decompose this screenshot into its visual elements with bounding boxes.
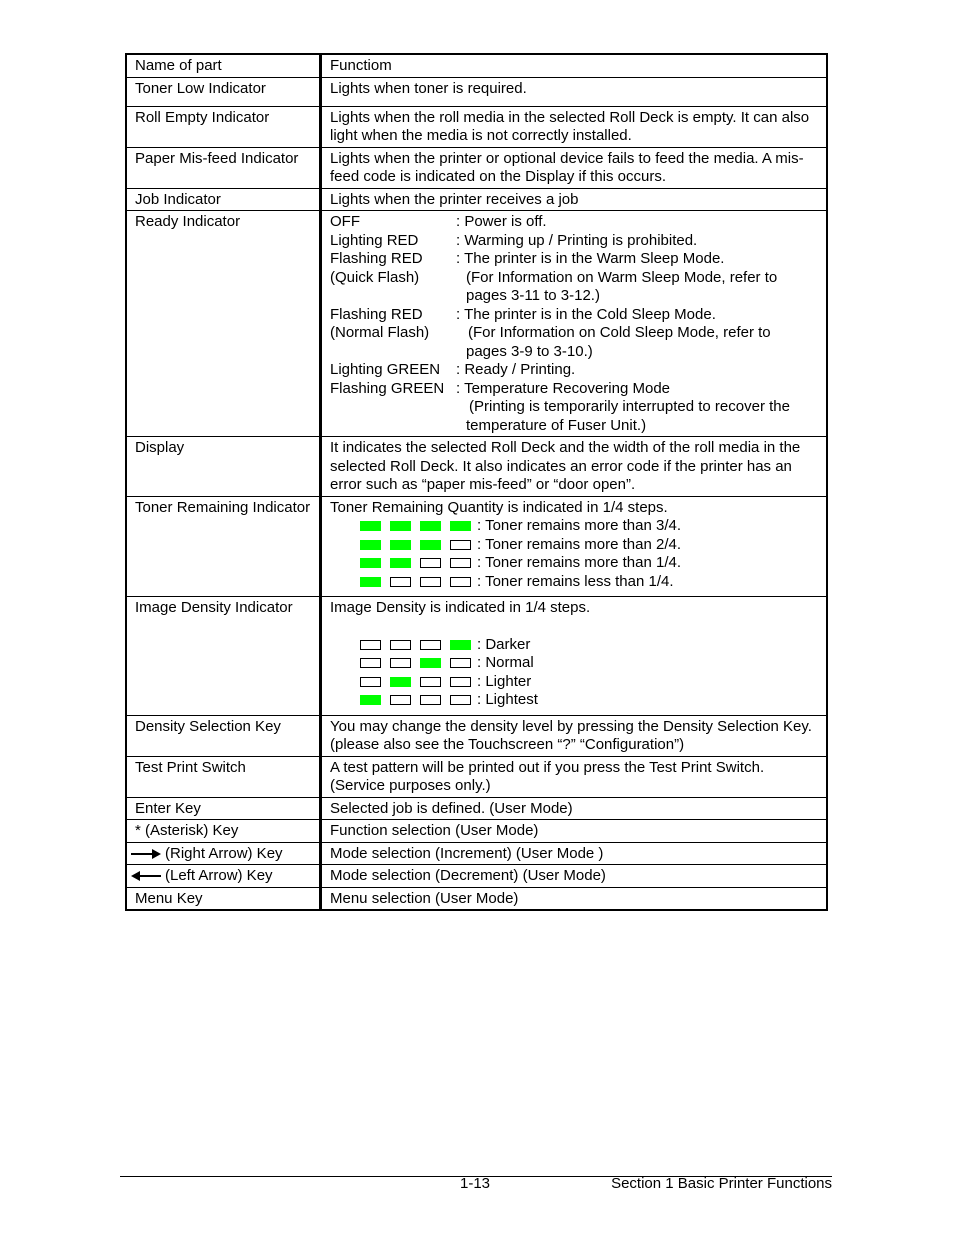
part-name: Test Print Switch [126, 756, 321, 797]
density-intro: Image Density is indicated in 1/4 steps. [330, 599, 591, 616]
part-function: Lights when toner is required. [321, 77, 828, 106]
table-row [126, 842, 827, 865]
table-row [126, 865, 827, 888]
indicator-lit-box [360, 695, 381, 705]
toner-level-row [330, 573, 818, 592]
indicator-unlit-box [360, 640, 381, 650]
indicator-unlit-box [450, 540, 471, 550]
density-level-row [330, 673, 818, 692]
table-row [126, 597, 827, 716]
indicator-unlit-box [390, 577, 411, 587]
table-row [126, 106, 827, 147]
state-desc: : The printer is in the Cold Sleep Mode. [456, 305, 716, 323]
table-header-row [126, 54, 827, 77]
toner-level-row [330, 554, 818, 573]
density-indicator-boxes [360, 677, 477, 687]
indicator-unlit-box [450, 558, 471, 568]
state-label: Lighting RED [330, 231, 419, 249]
density-level-text: : Lightest [477, 691, 538, 708]
indicator-unlit-box [390, 658, 411, 668]
density-indicator-boxes [360, 640, 477, 650]
density-level-text: : Lighter [477, 672, 532, 690]
toner-level-text: : Toner remains less than 1/4. [477, 572, 674, 590]
part-function: It indicates the selected Roll Deck and the width of the roll media in the selected Roll Deck. It also indicates an error code if the printer has an error such as “paper mis-feed” or “door open”. [321, 437, 828, 497]
indicator-lit-box [450, 521, 471, 531]
indicator-unlit-box [450, 658, 471, 668]
part-name: Display [126, 437, 321, 497]
density-indicator-boxes [360, 695, 477, 705]
table-row [126, 147, 827, 188]
indicator-lit-box [450, 640, 471, 650]
indicator-unlit-box [450, 577, 471, 587]
indicator-unlit-box [360, 677, 381, 687]
part-name: Enter Key [126, 797, 321, 820]
state-desc: : Power is off. [456, 213, 547, 230]
left-arrow-label: (Left Arrow) Key [165, 867, 273, 884]
part-name: Roll Empty Indicator [126, 106, 321, 147]
state-label: Flashing RED [330, 250, 423, 267]
table-row [126, 77, 827, 106]
state-desc: pages 3-11 to 3-12.) [466, 287, 600, 304]
indicator-lit-box [360, 558, 381, 568]
table-row [126, 887, 827, 910]
part-function: Lights when the printer receives a job [321, 188, 828, 211]
density-indicator-boxes [360, 658, 477, 668]
table-row [126, 715, 827, 756]
indicator-lit-box [390, 677, 411, 687]
toner-intro: Toner Remaining Quantity is indicated in 1/4 steps. [330, 498, 668, 516]
state-desc: pages 3-9 to 3-10.) [466, 342, 593, 360]
part-name: * (Asterisk) Key [126, 820, 321, 843]
right-arrow-label: (Right Arrow) Key [165, 844, 283, 862]
indicator-lit-box [390, 540, 411, 550]
part-function: Lights when the roll media in the selected Roll Deck is empty. It can also light when the media is not correctly installed. [321, 106, 828, 147]
toner-indicator-boxes [360, 577, 477, 587]
page-number: 1-13 [460, 1175, 491, 1192]
density-level-text: : Normal [477, 654, 534, 671]
state-desc: (Printing is temporarily interrupted to recover the [469, 398, 790, 415]
part-name: Toner Low Indicator [126, 77, 321, 106]
indicator-unlit-box [420, 558, 441, 568]
part-function: Lights when the printer or optional device fails to feed the media. A mis-feed code is indicated on the Display if this occurs. [321, 147, 828, 188]
part-name: Job Indicator [126, 188, 321, 211]
state-desc: temperature of Fuser Unit.) [466, 416, 647, 434]
indicator-unlit-box [360, 658, 381, 668]
part-name [126, 842, 321, 865]
state-desc: : Warming up / Printing is prohibited. [456, 231, 698, 249]
indicator-lit-box [360, 540, 381, 550]
density-levels [330, 636, 818, 710]
density-level-row [330, 654, 818, 673]
part-name: Toner Remaining Indicator [126, 496, 321, 597]
indicator-unlit-box [390, 695, 411, 705]
toner-indicator-boxes [360, 540, 477, 550]
toner-indicator-boxes [360, 558, 477, 568]
indicator-lit-box [360, 577, 381, 587]
section-title: Section 1 Basic Printer Functions [611, 1175, 832, 1192]
indicator-lit-box [390, 558, 411, 568]
part-function: Selected job is defined. (User Mode) [321, 797, 828, 820]
state-label: OFF [330, 213, 360, 230]
image-density-cell [321, 597, 828, 716]
density-level-row [330, 691, 818, 710]
table-row [126, 756, 827, 797]
state-desc: : The printer is in the Warm Sleep Mode. [456, 250, 725, 267]
part-name: Ready Indicator [126, 211, 321, 437]
header-function: Functiom [321, 54, 828, 77]
ready-states [321, 211, 828, 437]
toner-level-text: : Toner remains more than 3/4. [477, 517, 681, 534]
indicator-unlit-box [450, 677, 471, 687]
state-label: Flashing RED [330, 305, 423, 323]
table-row [126, 797, 827, 820]
state-label: (Quick Flash) [330, 268, 420, 286]
right-arrow-icon [131, 849, 161, 859]
indicator-unlit-box [420, 677, 441, 687]
part-function: Function selection (User Mode) [321, 820, 828, 843]
indicator-lit-box [360, 521, 381, 531]
part-function: A test pattern will be printed out if you press the Test Print Switch. (Service purposes only.) [321, 756, 828, 797]
state-desc: (For Information on Warm Sleep Mode, refer to [466, 268, 778, 286]
density-level-text: : Darker [477, 635, 531, 653]
table-row [126, 496, 827, 597]
table-row [126, 188, 827, 211]
left-arrow-icon [131, 871, 161, 881]
state-desc: : Temperature Recovering Mode [456, 379, 670, 397]
indicator-lit-box [420, 658, 441, 668]
header-part: Name of part [126, 54, 321, 77]
state-desc: : Ready / Printing. [456, 361, 576, 378]
part-name: Density Selection Key [126, 715, 321, 756]
state-label: Flashing GREEN [330, 379, 445, 397]
toner-levels [330, 517, 818, 591]
indicator-unlit-box [420, 577, 441, 587]
toner-level-row [330, 536, 818, 555]
state-label: Lighting GREEN [330, 361, 441, 378]
toner-level-row [330, 517, 818, 536]
toner-level-text: : Toner remains more than 1/4. [477, 554, 681, 571]
part-name [126, 865, 321, 888]
part-name: Menu Key [126, 887, 321, 910]
part-name: Paper Mis-feed Indicator [126, 147, 321, 188]
indicator-unlit-box [420, 695, 441, 705]
indicator-unlit-box [390, 640, 411, 650]
toner-indicator-boxes [360, 521, 477, 531]
part-function: Mode selection (Increment) (User Mode ) [321, 842, 828, 865]
parts-table [125, 53, 828, 911]
table-row [126, 820, 827, 843]
part-function: Menu selection (User Mode) [321, 887, 828, 910]
state-desc: (For Information on Cold Sleep Mode, refer to [468, 324, 771, 341]
indicator-lit-box [420, 540, 441, 550]
indicator-lit-box [390, 521, 411, 531]
toner-remaining-cell [321, 496, 828, 597]
part-name: Image Density Indicator [126, 597, 321, 716]
table-row [126, 211, 827, 437]
indicator-unlit-box [420, 640, 441, 650]
indicator-lit-box [420, 521, 441, 531]
state-label: (Normal Flash) [330, 324, 430, 341]
part-function: Mode selection (Decrement) (User Mode) [321, 865, 828, 888]
table-row [126, 437, 827, 497]
part-function: You may change the density level by pressing the Density Selection Key. (please also see the Touchscreen “?” “Configuration”) [321, 715, 828, 756]
indicator-unlit-box [450, 695, 471, 705]
toner-level-text: : Toner remains more than 2/4. [477, 535, 681, 553]
density-level-row [330, 636, 818, 655]
